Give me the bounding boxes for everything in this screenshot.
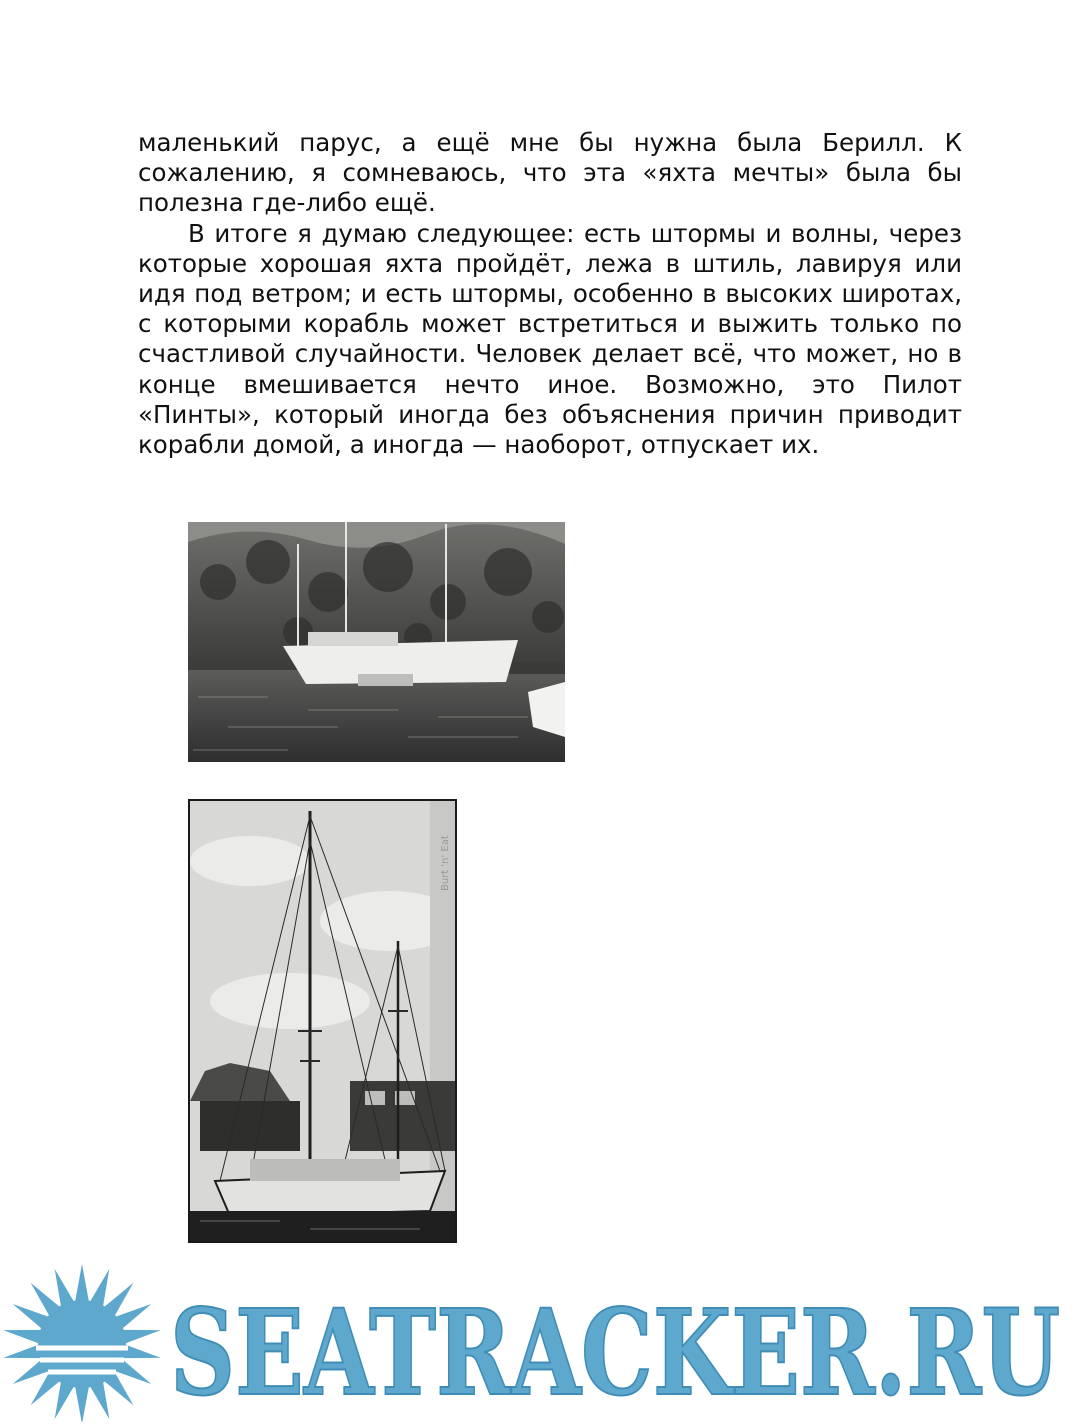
paragraph-2: В итоге я думаю следующее: есть штормы и волны, через которые хорошая яхта пройдёт, лежа в штиль, лавируя или идя под ветром; и есть штормы, особенно в высоких широтах, с которыми корабль может встретиться и выжить только по счастливой случайности. Человек делает всё, что может, но в конце вмешивается нечто иное. Возможно, это Пилот «Пинты», который иногда без объяснения причин приводит корабли домой, а иногда — наоборот, отпускает их. — [138, 218, 962, 460]
harbor-photo — [188, 522, 565, 762]
watermark-text: SEATRACKER.RU — [170, 1283, 1060, 1422]
sun-icon — [2, 1264, 162, 1422]
photo-credit: Burt 'n' Eat — [440, 835, 451, 891]
body-text — [138, 128, 962, 460]
ketch-photo — [188, 799, 457, 1243]
seatracker-watermark — [0, 1262, 1080, 1422]
paragraph-1: маленький парус, а ещё мне бы нужна была Берилл. К сожалению, я сомневаюсь, что эта «яхта мечты» была бы полезна где-либо ещё. — [138, 128, 962, 218]
